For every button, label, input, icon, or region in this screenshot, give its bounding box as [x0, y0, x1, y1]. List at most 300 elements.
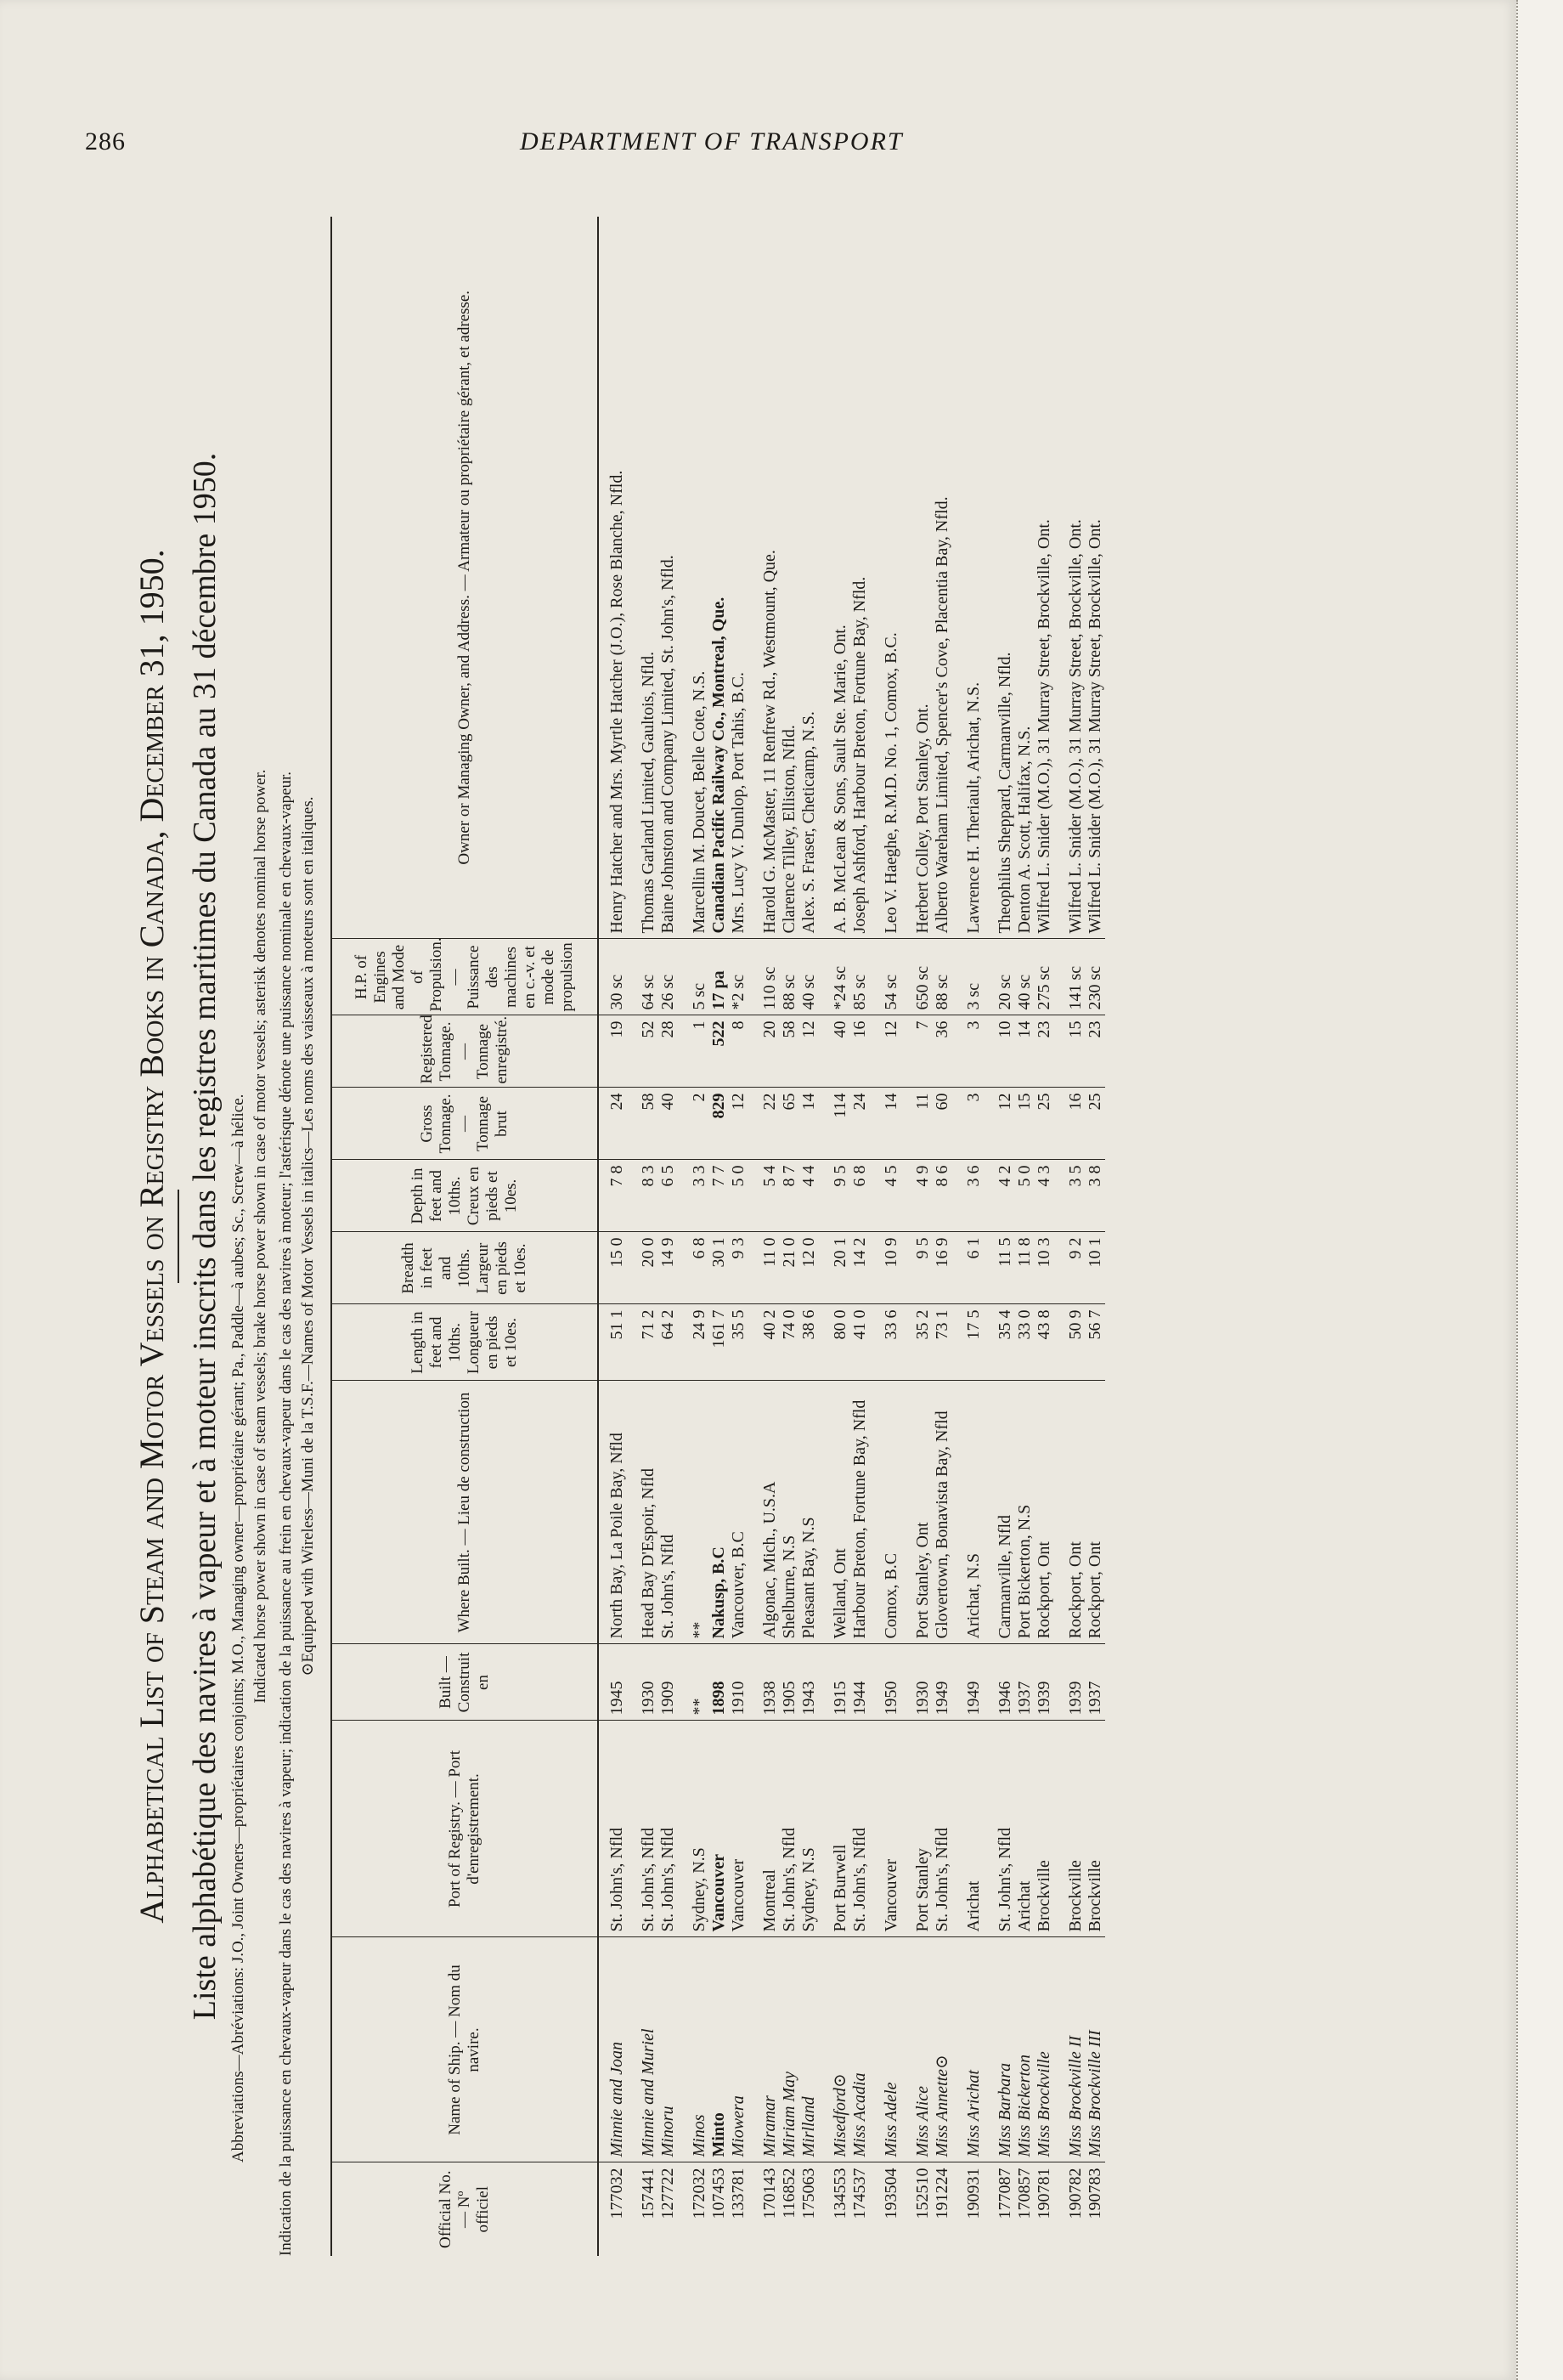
feet-value: 20	[639, 1250, 657, 1268]
tenths-value: 2	[913, 1309, 932, 1319]
breadth-cell	[984, 1232, 1015, 1304]
breadth-cell	[901, 1232, 933, 1304]
feet-value: 4	[799, 1178, 818, 1187]
ship-name-cell: Miss Acadia	[850, 1937, 870, 2162]
registered-tonnage-cell: 23	[1086, 1015, 1105, 1088]
gross-tonnage-cell: 11	[901, 1088, 933, 1160]
owner-cell: Denton A. Scott, Halifax, N.S.	[1015, 217, 1035, 939]
tenths-value: 2	[760, 1309, 779, 1319]
tenths-value: 6	[933, 1165, 951, 1174]
feet-value: 8	[639, 1178, 657, 1187]
feet-value: 11	[1015, 1250, 1034, 1267]
tenths-value: 2	[658, 1309, 677, 1319]
gross-tonnage-cell: 14	[799, 1088, 819, 1160]
breadth-cell	[780, 1232, 799, 1304]
tenths-value: 0	[729, 1165, 748, 1174]
rotated-content	[132, 217, 1380, 2256]
table-row	[870, 217, 901, 2256]
depth-cell	[1035, 1160, 1054, 1232]
official-number-cell: 190781	[1035, 2168, 1053, 2219]
length-cell	[729, 1304, 748, 1381]
gross-tonnage-cell: 12	[729, 1088, 748, 1160]
ship-name-cell: Miss Brockville	[1035, 1937, 1054, 2162]
feet-value: 5	[729, 1178, 748, 1187]
feet-value: 6	[690, 1250, 708, 1259]
feet-value: 56	[1086, 1322, 1104, 1340]
port-cell: St. John's, Nfld	[984, 1721, 1015, 1937]
depth-cell	[1054, 1160, 1086, 1232]
feet-value: 3	[690, 1178, 708, 1187]
breadth-cell	[952, 1232, 984, 1304]
feet-value: 5	[1015, 1178, 1034, 1187]
breadth-cell	[819, 1232, 850, 1304]
built-year-cell: 1950	[870, 1644, 901, 1721]
feet-value: 10	[1035, 1250, 1053, 1268]
tenths-value: 0	[780, 1309, 798, 1319]
tenths-value: 7	[709, 1165, 728, 1174]
tenths-value: 2	[850, 1237, 869, 1247]
tenths-value: 0	[1015, 1309, 1034, 1319]
owner-cell: Clarence Tilley, Elliston, Nfld.	[780, 217, 799, 939]
owner-cell: Henry Hatcher and Mrs. Myrtle Hatcher (J.O.), Rose Blanche, Nfld.	[598, 217, 627, 939]
registered-tonnage-cell: 40	[819, 1015, 850, 1088]
header-length	[331, 1304, 598, 1381]
length-cell	[678, 1304, 709, 1381]
depth-cell	[901, 1160, 933, 1232]
table-row	[1054, 217, 1086, 2256]
breadth-cell	[870, 1232, 901, 1304]
gross-tonnage-cell: 24	[598, 1088, 627, 1160]
feet-value: 4	[996, 1178, 1014, 1187]
owner-cell: Joseph Ashford, Harbour Breton, Fortune Bay, Nfld.	[850, 217, 870, 939]
breadth-cell	[850, 1232, 870, 1304]
registered-tonnage-cell: 1	[678, 1015, 709, 1088]
breadth-cell	[1054, 1232, 1086, 1304]
tenths-value: 8	[850, 1165, 869, 1174]
registered-tonnage-cell: 28	[658, 1015, 678, 1088]
horse-power-cell: 650 sc	[901, 939, 933, 1015]
gross-tonnage-cell: 58	[627, 1088, 658, 1160]
port-cell: Brockville	[1086, 1721, 1105, 1937]
official-number-cell: 134553	[831, 2168, 849, 2219]
horse-power-cell: 88 sc	[780, 939, 799, 1015]
horse-power-cell: 275 sc	[1035, 939, 1054, 1015]
length-cell	[709, 1304, 729, 1381]
built-year-cell: 1937	[1015, 1644, 1035, 1721]
registered-tonnage-cell: 10	[984, 1015, 1015, 1088]
header-port: Port of Registry. — Port d'enregistrement.	[331, 1721, 598, 1937]
header-owner: Owner or Managing Owner, and Address. — Armateur ou propriétaire gérant, et adresse.	[331, 217, 598, 939]
ship-name-cell: Minoru	[658, 1937, 678, 2162]
registered-tonnage-cell: 52	[627, 1015, 658, 1088]
where-built-cell: Rockport, Ont	[1054, 1381, 1086, 1644]
tenths-value: 3	[729, 1237, 748, 1247]
feet-value: 6	[964, 1250, 983, 1259]
built-year-cell: 1939	[1054, 1644, 1086, 1721]
registered-tonnage-cell: 36	[933, 1015, 952, 1088]
registered-tonnage-cell: 23	[1035, 1015, 1054, 1088]
tenths-value: 9	[933, 1237, 951, 1247]
where-built-cell: Welland, Ont	[819, 1381, 850, 1644]
feet-value: 9	[1066, 1250, 1085, 1259]
wireless-note: ⊙Equipped with Wireless—Muni de la T.S.F.—Names of Motor Vessels in italics—Les noms des vaisseaux à moteurs sont en italiques.	[299, 796, 317, 1676]
table-row	[1086, 217, 1105, 2256]
feet-value: 24	[690, 1322, 708, 1340]
tenths-value: 7	[780, 1165, 798, 1174]
feet-value: 161	[709, 1322, 728, 1348]
feet-value: 3	[1086, 1178, 1104, 1187]
registered-tonnage-cell: 7	[901, 1015, 933, 1088]
feet-value: 11	[996, 1250, 1014, 1267]
table-row	[748, 217, 780, 2256]
tenths-value: 5	[658, 1165, 677, 1174]
tenths-value: 7	[1086, 1309, 1104, 1319]
port-cell: Sydney, N.S	[799, 1721, 819, 1937]
tenths-value: 0	[831, 1309, 849, 1319]
breadth-cell	[598, 1232, 627, 1304]
owner-cell: Alberto Wareham Limited, Spencer's Cove, Placentia Bay, Nfld.	[933, 217, 952, 939]
built-year-cell: 1945	[598, 1644, 627, 1721]
depth-cell	[627, 1160, 658, 1232]
port-cell: Arichat	[1015, 1721, 1035, 1937]
port-cell: St. John's, Nfld	[933, 1721, 952, 1937]
length-cell	[819, 1304, 850, 1381]
tenths-value: 9	[658, 1237, 677, 1247]
header-depth-en: Depth in feet and 10ths.	[409, 1167, 464, 1224]
owner-cell: Canadian Pacific Railway Co., Montreal, Que.	[709, 217, 729, 939]
owner-cell: Wilfred L. Snider (M.O.), 31 Murray Street, Brockville, Ont.	[1054, 217, 1086, 939]
owner-cell: Mrs. Lucy V. Dunlop, Port Tahis, B.C.	[729, 217, 748, 939]
length-cell	[1035, 1304, 1054, 1381]
owner-cell: Wilfred L. Snider (M.O.), 31 Murray Street, Brockville, Ont.	[1086, 217, 1105, 939]
depth-cell	[819, 1160, 850, 1232]
port-cell: Vancouver	[729, 1721, 748, 1937]
tenths-value: 5	[913, 1237, 932, 1247]
tenths-value: 1	[1086, 1237, 1104, 1247]
feet-value: 7	[607, 1178, 626, 1187]
gross-tonnage-cell: 114	[819, 1088, 850, 1160]
built-year-cell: 1915	[819, 1644, 850, 1721]
table-row	[819, 217, 850, 2256]
port-cell: Vancouver	[709, 1721, 729, 1937]
feet-value: 8	[780, 1178, 798, 1187]
tenths-value: 4	[799, 1165, 818, 1174]
gross-tonnage-cell: 12	[984, 1088, 1015, 1160]
ship-name-cell: Miss Annette⊙	[933, 1937, 952, 2162]
table-row	[729, 217, 748, 2256]
length-cell	[780, 1304, 799, 1381]
table-row	[933, 217, 952, 2256]
gross-tonnage-cell: 60	[933, 1088, 952, 1160]
port-cell: St. John's, Nfld	[780, 1721, 799, 1937]
where-built-cell: Glovertown, Bonavista Bay, Nfld	[933, 1381, 952, 1644]
feet-value: 35	[913, 1322, 932, 1340]
gross-tonnage-cell: 829	[709, 1088, 729, 1160]
tenths-value: 5	[729, 1309, 748, 1319]
where-built-cell: Pleasant Bay, N.S	[799, 1381, 819, 1644]
tenths-value: 0	[850, 1309, 869, 1319]
table-row	[709, 217, 729, 2256]
depth-cell	[709, 1160, 729, 1232]
gross-tonnage-cell: 65	[780, 1088, 799, 1160]
depth-cell	[729, 1160, 748, 1232]
feet-value: 50	[1066, 1322, 1085, 1340]
gross-tonnage-cell: 22	[748, 1088, 780, 1160]
feet-value: 3	[1066, 1178, 1085, 1187]
port-cell: Vancouver	[870, 1721, 901, 1937]
owner-cell: Harold G. McMaster, 11 Renfrew Rd., Westmount, Que.	[748, 217, 780, 939]
owner-cell: A. B. McLean & Sons, Sault Ste. Marie, Ont.	[819, 217, 850, 939]
tenths-value: 2	[1066, 1237, 1085, 1247]
gross-tonnage-cell: 15	[1015, 1088, 1035, 1160]
port-cell: Brockville	[1054, 1721, 1086, 1937]
port-cell: Montreal	[748, 1721, 780, 1937]
horse-power-cell: 17 pa	[709, 939, 729, 1015]
horse-power-cell: 30 sc	[598, 939, 627, 1015]
horse-power-cell: 54 sc	[870, 939, 901, 1015]
header-breadth-en: Breadth in feet and 10ths.	[399, 1242, 473, 1294]
feet-value: 21	[780, 1250, 798, 1268]
depth-cell	[678, 1160, 709, 1232]
registered-tonnage-cell: 16	[850, 1015, 870, 1088]
table-row	[901, 217, 933, 2256]
port-cell: Port Burwell	[819, 1721, 850, 1937]
horse-power-cell: 64 sc	[627, 939, 658, 1015]
feet-value: 33	[882, 1322, 900, 1340]
tenths-value: 0	[1015, 1165, 1034, 1174]
tenths-value: 3	[639, 1165, 657, 1174]
official-number-cell: 133781	[729, 2168, 748, 2219]
header-gross-tonnage: Gross Tonnage. — Tonnage brut	[331, 1088, 598, 1160]
depth-cell	[952, 1160, 984, 1232]
page-number: 286	[85, 127, 126, 155]
tenths-value: 1	[831, 1237, 849, 1247]
where-built-cell: Arichat, N.S	[952, 1381, 984, 1644]
feet-value: 43	[1035, 1322, 1053, 1340]
depth-cell	[1086, 1160, 1105, 1232]
tenths-value: 6	[799, 1309, 818, 1319]
tenths-value: 9	[690, 1309, 708, 1319]
feet-value: 10	[1086, 1250, 1104, 1268]
feet-value: 9	[913, 1250, 932, 1259]
table-row	[658, 217, 678, 2256]
official-number-cell: 175063	[799, 2168, 818, 2219]
length-cell	[933, 1304, 952, 1381]
header-official-no: Official No. — Nº officiel	[331, 2162, 598, 2256]
where-built-cell: Vancouver, B.C	[729, 1381, 748, 1644]
abbreviations-note: Abbreviations—Abréviations: J.O., Joint Owners—propriétaires conjoints; M.O., Managing owner—propriétaire gérant; Pa., Paddle—à aubes; Sc., Screw—à hélice.	[229, 1094, 247, 2162]
length-cell	[850, 1304, 870, 1381]
official-number-cell: 127722	[658, 2168, 677, 2219]
tenths-value: 4	[996, 1309, 1014, 1319]
where-built-cell: Port Stanley, Ont	[901, 1381, 933, 1644]
tenths-value: 1	[964, 1237, 983, 1247]
tenths-value: 8	[1015, 1237, 1034, 1247]
owner-cell: Theophilus Sheppard, Carmanville, Nfld.	[984, 217, 1015, 939]
feet-value: 15	[607, 1250, 626, 1268]
official-number-cell: 170143	[760, 2168, 779, 2219]
where-built-cell: Harbour Breton, Fortune Bay, Nfld	[850, 1381, 870, 1644]
gross-tonnage-cell: 3	[952, 1088, 984, 1160]
header-built: Built — Construit en	[331, 1644, 598, 1721]
depth-cell	[850, 1160, 870, 1232]
depth-cell	[598, 1160, 627, 1232]
vessel-register-table	[330, 217, 1105, 2256]
title-rule	[178, 1190, 179, 1283]
gross-tonnage-cell: 25	[1035, 1088, 1054, 1160]
tenths-value: 6	[882, 1309, 900, 1319]
feet-value: 7	[709, 1178, 728, 1187]
length-cell	[598, 1304, 627, 1381]
feet-value: 6	[850, 1178, 869, 1187]
horse-power-cell: *2 sc	[729, 939, 748, 1015]
header-horse-power: H.P. of Engines and Mode of Propulsion. — Puissance des machines en c.-v. et mode de propulsion	[331, 939, 598, 1015]
page-edge	[1516, 0, 1563, 2380]
built-year-cell: 1930	[627, 1644, 658, 1721]
header-where-built: Where Built. — Lieu de construction	[331, 1381, 598, 1644]
built-year-cell: 1909	[658, 1644, 678, 1721]
feet-value: 71	[639, 1322, 657, 1340]
table-header-row	[331, 217, 598, 2256]
registered-tonnage-cell: 19	[598, 1015, 627, 1088]
registered-tonnage-cell: 20	[748, 1015, 780, 1088]
built-year-cell: 1937	[1086, 1644, 1105, 1721]
header-length-fr: Longueur en pieds et 10es.	[465, 1311, 520, 1374]
depth-cell	[870, 1160, 901, 1232]
length-cell	[799, 1304, 819, 1381]
owner-cell: Marcellin M. Doucet, Belle Cote, N.S.	[678, 217, 709, 939]
where-built-cell: North Bay, La Poile Bay, Nfld	[598, 1381, 627, 1644]
header-breadth	[331, 1232, 598, 1304]
header-breadth-fr: Largeur en pieds et 10es.	[474, 1241, 529, 1295]
where-built-cell: St. John's, Nfld	[658, 1381, 678, 1644]
feet-value: 30	[709, 1250, 728, 1268]
length-cell	[870, 1304, 901, 1381]
tenths-value: 0	[780, 1237, 798, 1247]
owner-cell: Wilfred L. Snider (M.O.), 31 Murray Street, Brockville, Ont.	[1035, 217, 1054, 939]
feet-value: 9	[729, 1250, 748, 1259]
ship-name-cell: Miss Barbara	[984, 1937, 1015, 2162]
ship-name-cell: Minos	[678, 1937, 709, 2162]
tenths-value: 9	[913, 1165, 932, 1174]
official-number-cell: 116852	[780, 2168, 798, 2219]
feet-value: 17	[964, 1322, 983, 1340]
table-row	[678, 217, 709, 2256]
table-row	[780, 217, 799, 2256]
length-cell	[1054, 1304, 1086, 1381]
table-row	[799, 217, 819, 2256]
official-number-cell: 190931	[964, 2168, 983, 2219]
feet-value: 33	[1015, 1322, 1034, 1340]
depth-cell	[658, 1160, 678, 1232]
feet-value: 80	[831, 1322, 849, 1340]
tenths-value: 3	[1035, 1237, 1053, 1247]
built-year-cell: **	[678, 1644, 709, 1721]
where-built-cell: Shelburne, N.S	[780, 1381, 799, 1644]
tenths-value: 5	[1066, 1165, 1085, 1174]
tenths-value: 8	[1035, 1309, 1053, 1319]
where-built-cell: Algonac, Mich., U.S.A	[748, 1381, 780, 1644]
table-row	[1015, 217, 1035, 2256]
breadth-cell	[627, 1232, 658, 1304]
depth-cell	[933, 1160, 952, 1232]
depth-cell	[984, 1160, 1015, 1232]
feet-value: 4	[1035, 1178, 1053, 1187]
tenths-value: 9	[882, 1237, 900, 1247]
table-row	[850, 217, 870, 2256]
table-row	[1035, 217, 1054, 2256]
owner-cell: Leo V. Haeghe, R.M.D. No. 1, Comox, B.C.	[870, 217, 901, 939]
tenths-value: 3	[690, 1165, 708, 1174]
header-depth	[331, 1160, 598, 1232]
breadth-cell	[678, 1232, 709, 1304]
depth-cell	[748, 1160, 780, 1232]
official-number-cell: 190782	[1066, 2168, 1085, 2219]
registered-tonnage-cell: 8	[729, 1015, 748, 1088]
port-cell: Sydney, N.S	[678, 1721, 709, 1937]
breadth-cell	[1035, 1232, 1054, 1304]
horse-power-cell: 40 sc	[1015, 939, 1035, 1015]
horse-power-cell: 5 sc	[678, 939, 709, 1015]
title-english: Alphabetical List of Steam and Motor Vessels on Registry Books in Canada, December 31, 1950.	[133, 549, 171, 1924]
horse-power-cell: *24 sc	[819, 939, 850, 1015]
registered-tonnage-cell: 3	[952, 1015, 984, 1088]
tenths-value: 1	[933, 1309, 951, 1319]
official-number-cell: 190783	[1086, 2168, 1104, 2219]
length-cell	[952, 1304, 984, 1381]
tenths-value: 2	[996, 1165, 1014, 1174]
official-number-cell: 174537	[850, 2168, 869, 2219]
feet-value: 41	[850, 1322, 869, 1340]
horse-power-cell: 110 sc	[748, 939, 780, 1015]
depth-cell	[1015, 1160, 1035, 1232]
owner-cell: Thomas Garland Limited, Gaultois, Nfld.	[627, 217, 658, 939]
title-french: Liste alphabétique des navires à vapeur et à moteur inscrits dans les registres maritimes du Canada au 31 décembre 1950.	[187, 452, 223, 2021]
horse-power-cell: 20 sc	[984, 939, 1015, 1015]
tenths-value: 1	[607, 1309, 626, 1319]
built-year-cell: 1938	[748, 1644, 780, 1721]
ship-name-cell: Minto	[709, 1937, 729, 2162]
tenths-value: 8	[1086, 1165, 1104, 1174]
breadth-cell	[1086, 1232, 1105, 1304]
tenths-value: 1	[709, 1237, 728, 1247]
french-horse-power-note: Indication de la puissance en chevaux-vapeur dans le cas des navires à vapeur; indication de la puissance au frein en chevaux-vapeur dans le cas des navires à moteur; l'astérisque dénote une puissance nominale en chevaux-vapeur.	[277, 771, 295, 2256]
gross-tonnage-cell: 40	[658, 1088, 678, 1160]
gross-tonnage-cell: 25	[1086, 1088, 1105, 1160]
tenths-value: 5	[964, 1309, 983, 1319]
feet-value: 5	[760, 1178, 779, 1187]
feet-value: 4	[913, 1178, 932, 1187]
feet-value: 14	[850, 1250, 869, 1268]
where-built-cell: Nakusp, B.C	[709, 1381, 729, 1644]
tenths-value: 6	[964, 1165, 983, 1174]
owner-cell: Baine Johnston and Company Limited, St. John's, Nfld.	[658, 217, 678, 939]
tenths-value: 4	[760, 1165, 779, 1174]
header-length-en: Length in feet and 10ths.	[409, 1311, 464, 1374]
horse-power-cell: 141 sc	[1054, 939, 1086, 1015]
ship-name-cell: Miss Bickerton	[1015, 1937, 1035, 2162]
horse-power-cell: 85 sc	[850, 939, 870, 1015]
built-year-cell: 1943	[799, 1644, 819, 1721]
length-cell	[1086, 1304, 1105, 1381]
official-number-cell: 193504	[882, 2168, 900, 2219]
depth-cell	[799, 1160, 819, 1232]
where-built-cell: Comox, B.C	[870, 1381, 901, 1644]
built-year-cell: 1939	[1035, 1644, 1054, 1721]
port-cell: Arichat	[952, 1721, 984, 1937]
official-number-cell: 107453	[709, 2168, 728, 2219]
official-number-cell: 177032	[607, 2168, 626, 2219]
